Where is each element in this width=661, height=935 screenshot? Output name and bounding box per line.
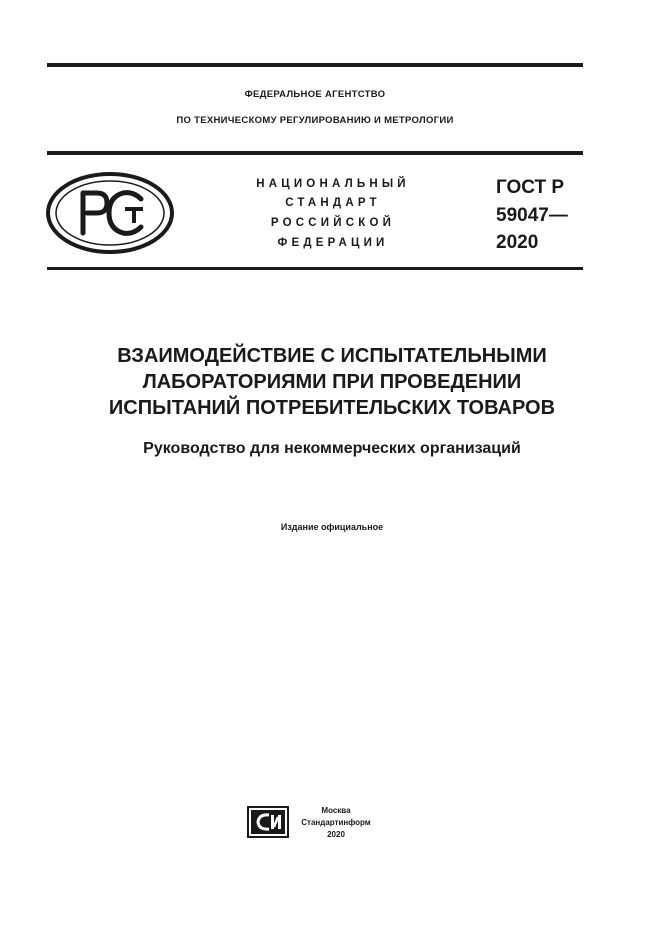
- document-title-line-2: ЛАБОРАТОРИЯМИ ПРИ ПРОВЕДЕНИИ: [142, 371, 522, 393]
- gost-designation-line-1: ГОСТ Р: [496, 177, 565, 198]
- publisher-year: 2020: [327, 830, 345, 839]
- middle-rule: [47, 151, 583, 155]
- document-title-line-1: ВЗАИМОДЕЙСТВИЕ С ИСПЫТАТЕЛЬНЫМИ: [117, 345, 547, 367]
- gost-designation-line-3: 2020: [496, 232, 539, 253]
- gost-designation-line-2: 59047—: [496, 205, 568, 226]
- bottom-rule: [47, 267, 583, 270]
- edition-label: Издание официальное: [280, 522, 384, 532]
- standartinform-logo-icon: [247, 806, 289, 838]
- publisher-name: Стандартинформ: [301, 818, 371, 827]
- document-title-line-3: ИСПЫТАНИЙ ПОТРЕБИТЕЛЬСКИХ ТОВАРОВ: [108, 397, 556, 419]
- standard-kind-line-3: РОССИЙСКОЙ: [270, 217, 396, 229]
- agency-name-line-2: ПО ТЕХНИЧЕСКОМУ РЕГУЛИРОВАНИЮ И МЕТРОЛОГИИ: [176, 115, 454, 126]
- standard-kind-line-2: СТАНДАРТ: [285, 197, 381, 209]
- top-rule: [47, 63, 583, 67]
- standard-kind-line-1: НАЦИОНАЛЬНЫЙ: [256, 178, 410, 190]
- agency-name-line-1: ФЕДЕРАЛЬНОЕ АГЕНТСТВО: [244, 89, 386, 100]
- document-subtitle: Руководство для некоммерческих организаций: [143, 440, 521, 457]
- rst-emblem-icon: [45, 171, 175, 255]
- publisher-city: Москва: [321, 806, 351, 815]
- standard-kind-line-4: ФЕДЕРАЦИИ: [277, 237, 389, 249]
